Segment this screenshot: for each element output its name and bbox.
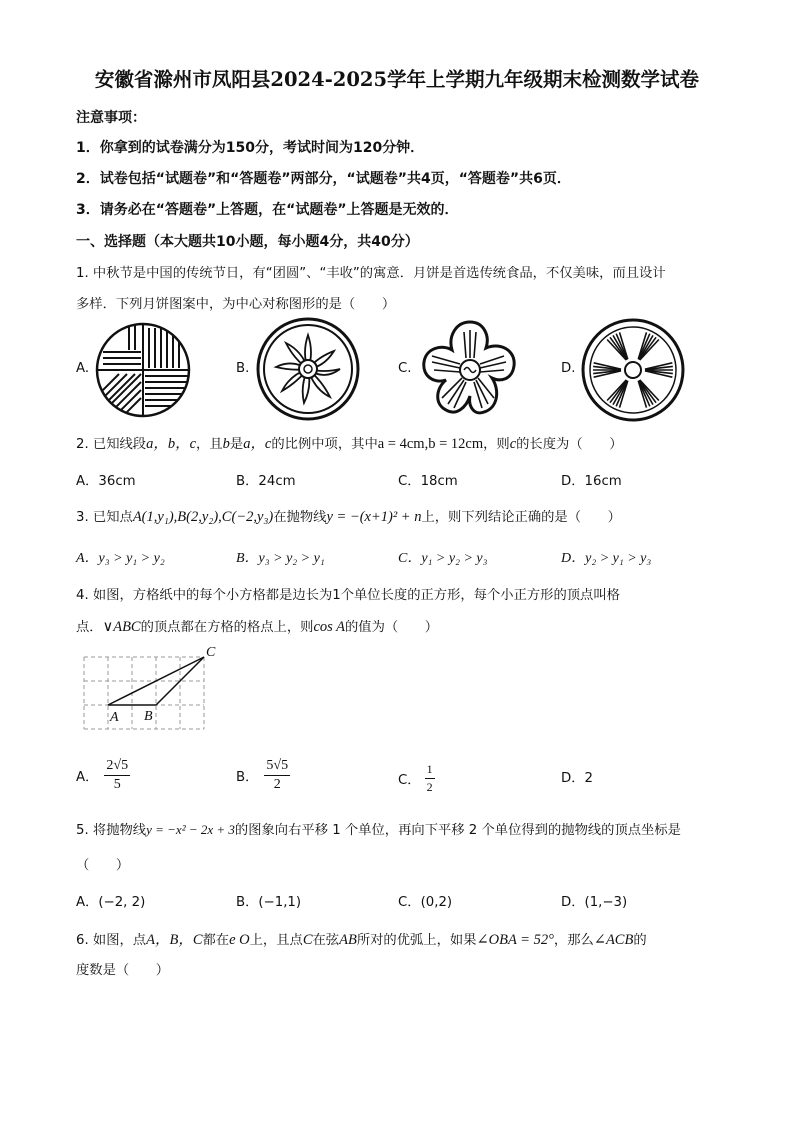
q3-prefix: 3. 已知点 xyxy=(76,510,133,525)
q4-option-c-den: 2 xyxy=(426,780,433,794)
q4-grid-figure xyxy=(82,644,222,732)
q6-line1c: 上，且点 xyxy=(249,933,303,948)
q2-ac: a，c xyxy=(243,436,272,452)
q3-stem xyxy=(76,506,621,526)
q6-points: A，B，C xyxy=(146,932,203,948)
q6-line1e: 所对的优弧上，如果 xyxy=(356,933,477,948)
page-title: 安徽省滁州市凤阳县2024-2025学年上学期九年级期末检测数学试卷 xyxy=(94,68,700,91)
q5-prefix: 5. 将抛物线 xyxy=(76,823,147,838)
q4-option-b xyxy=(236,758,290,793)
q5-option-a: A．(−2, 2) xyxy=(76,895,146,910)
q3-option-a: A．y₃ > y₁ > y₂ xyxy=(76,551,165,566)
mooncake-b-figure xyxy=(256,317,360,421)
q2-b: b xyxy=(222,436,230,452)
q3-option-c: C．y₁ > y₂ > y₃ xyxy=(398,551,488,566)
q6-circle: e O xyxy=(229,932,250,948)
q5-stem xyxy=(76,819,681,838)
q2-prefix: 2. 已知线段 xyxy=(76,437,147,452)
q2-mid3: 的比例中项，其中 xyxy=(271,437,378,452)
q3-option-b: B．y₃ > y₂ > y₁ xyxy=(236,551,325,566)
q6-line1a: 6. 如图，点 xyxy=(76,933,147,948)
q5-option-c: C．(0,2) xyxy=(398,895,453,910)
mooncake-a-figure xyxy=(95,322,191,418)
q2-stem xyxy=(76,432,623,453)
q4-option-a xyxy=(76,758,130,793)
q1-line2: 多样．下列月饼图案中，为中心对称图形的是（ ） xyxy=(76,297,396,312)
q6-line1f: ，那么 xyxy=(553,933,594,948)
q1-label-b: B. xyxy=(236,361,250,376)
q4-option-a-num: 2√5 xyxy=(104,758,130,776)
q2-c: c xyxy=(509,436,517,452)
q2-mid1: ，且 xyxy=(196,437,223,452)
mooncake-c-figure xyxy=(418,318,522,422)
q4-option-a-label: A． xyxy=(76,770,99,785)
q6-line1 xyxy=(76,928,647,949)
section-heading: 一、选择题（本大题共10小题，每小题4分，共40分） xyxy=(76,234,419,250)
note-3: 3．请务必在“答题卷”上答题，在“试题卷”上答题是无效的． xyxy=(76,202,459,218)
q1-line1: 1. 中秋节是中国的传统节日，有“团圆”、“丰收”的寓意．月饼是首选传统食品，不仅美味，而且设计 xyxy=(76,266,666,281)
q2-vars: a，b，c xyxy=(146,436,197,452)
q4-label-b: B xyxy=(144,709,153,724)
q6-angle2: ∠ACB xyxy=(593,932,634,948)
q4-line2 xyxy=(76,616,438,636)
q3-suffix: 上，则下列结论正确的是（ ） xyxy=(421,510,621,525)
q3-mid: 在抛物线 xyxy=(273,510,327,525)
q2-mid2: 是 xyxy=(229,437,244,452)
q4-option-b-num: 5√5 xyxy=(264,758,290,776)
mooncake-d-figure xyxy=(581,318,685,422)
q4-label-a: A xyxy=(110,710,119,725)
q5-option-b: B．(−1,1) xyxy=(236,895,302,910)
q4-line2b: 的顶点都在方格的格点上，则 xyxy=(140,620,314,635)
q4-label-c: C xyxy=(206,645,216,660)
q5-parabola: y = −x² − 2x + 3 xyxy=(146,822,235,837)
q6-angle1: ∠OBA = 52° xyxy=(476,932,554,948)
q6-line1b: 都在 xyxy=(202,933,230,948)
q6-line1g: 的 xyxy=(633,933,647,948)
q6-c: C xyxy=(302,932,313,948)
q2-option-d: D．16cm xyxy=(561,474,622,489)
q5-option-d: D．(1,−3) xyxy=(561,895,628,910)
q4-cos: cos A xyxy=(313,619,346,635)
q4-option-c xyxy=(398,762,435,795)
q4-option-c-label: C． xyxy=(398,773,421,788)
q3-option-d: D．y₂ > y₁ > y₃ xyxy=(561,551,652,566)
q3-parabola: y = −(x+1)² + n xyxy=(326,509,422,525)
q6-line1d: 在弦 xyxy=(312,933,340,948)
q5-line2: （ ） xyxy=(76,858,130,873)
q2-option-b: B．24cm xyxy=(236,474,296,489)
q2-option-a: A．36cm xyxy=(76,474,136,489)
q4-option-d: D．2 xyxy=(561,771,593,786)
q4-option-c-num: 1 xyxy=(425,762,435,779)
q4-triangle: ∨ABC xyxy=(102,619,141,635)
q2-given: a = 4cm,b = 12cm xyxy=(377,436,484,452)
note-2: 2．试卷包括“试题卷”和“答题卷”两部分，“试题卷”共4页，“答题卷”共6页． xyxy=(76,171,571,187)
notes-heading: 注意事项： xyxy=(76,110,146,126)
q4-line2a: 点． xyxy=(76,620,103,635)
q1-label-a: A. xyxy=(76,361,90,376)
q4-option-b-den: 2 xyxy=(273,777,281,792)
q6-ab: AB xyxy=(339,932,357,948)
q2-mid4: ，则 xyxy=(483,437,510,452)
q1-label-c: C. xyxy=(398,361,412,376)
q3-points: A(1,y₁),B(2,y₂),C(−2,y₃) xyxy=(132,509,274,525)
q4-line1: 4. 如图，方格纸中的每个小方格都是边长为1个单位长度的正方形，每个小正方形的顶点叫格 xyxy=(76,588,620,603)
q2-suffix: 的长度为（ ） xyxy=(516,437,623,452)
q6-line2: 度数是（ ） xyxy=(76,963,170,978)
note-1: 1．你拿到的试卷满分为150分，考试时间为120分钟． xyxy=(76,140,425,156)
q5-suffix: 的图象向右平移 1 个单位，再向下平移 2 个单位得到的抛物线的顶点坐标是 xyxy=(234,823,681,838)
q1-label-d: D. xyxy=(561,361,576,376)
q2-option-c: C．18cm xyxy=(398,474,458,489)
q4-line2c: 的值为（ ） xyxy=(345,620,439,635)
q4-option-b-label: B． xyxy=(236,770,259,785)
q4-option-a-den: 5 xyxy=(113,777,121,792)
